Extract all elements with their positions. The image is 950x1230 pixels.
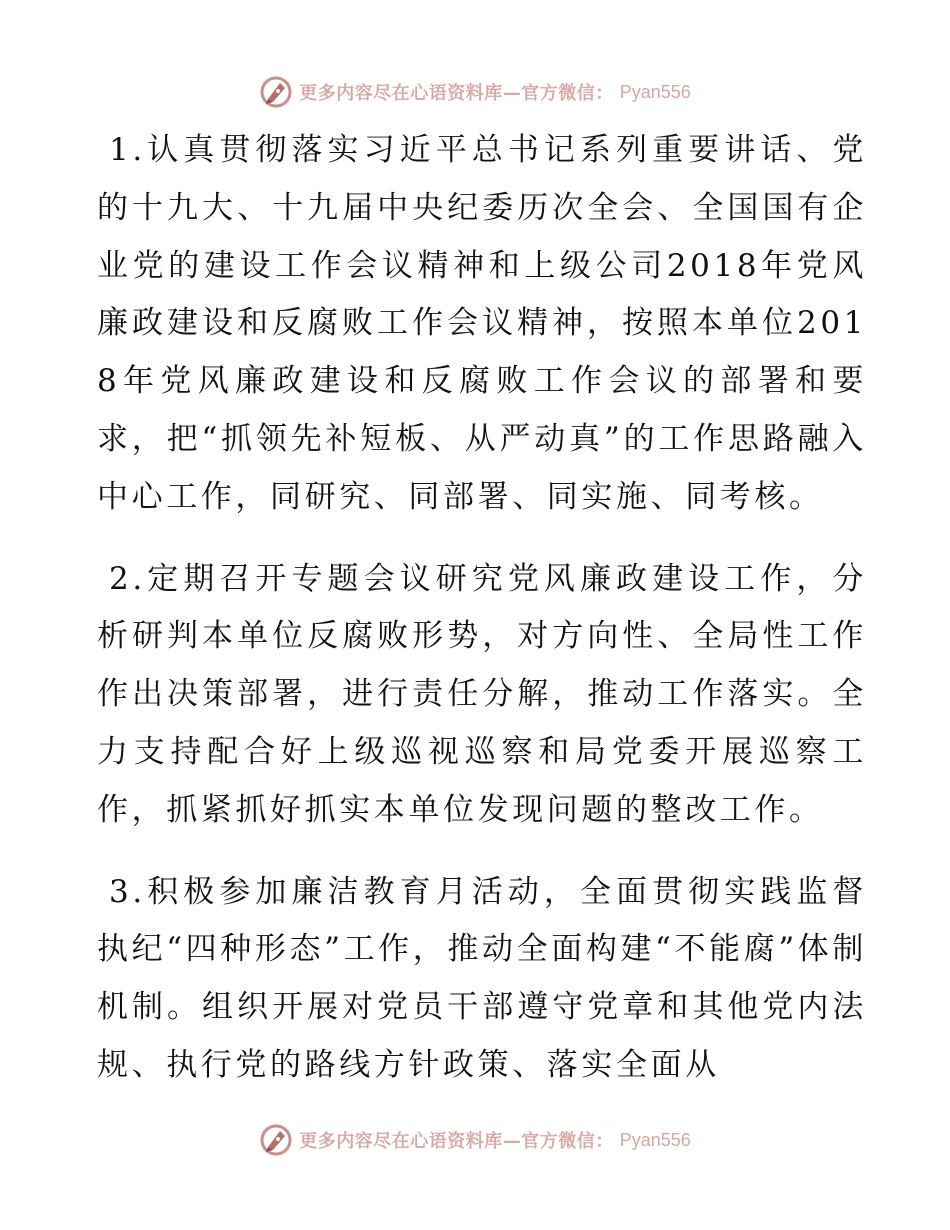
paragraph-3: 3.积极参加廉洁教育月活动，全面贯彻实践监督执纪“四种形态”工作，推动全面构建“不能腐”体制机制。组织开展对党员干部遵守党章和其他党内法规、执行党的路线方针政策、落实全面从 [97, 873, 867, 1083]
pen-nib-circle-icon [259, 1123, 293, 1157]
watermark-header [0, 72, 950, 112]
watermark-footer [0, 1120, 950, 1160]
pen-nib-circle-icon [259, 75, 293, 109]
watermark-text: 更多内容尽在心语资料库—官方微信： [299, 1131, 614, 1152]
document-body [97, 122, 867, 1119]
wechat-id: Pyan556 [619, 1129, 691, 1150]
watermark-text: 更多内容尽在心语资料库—官方微信： [299, 83, 614, 104]
paragraph-2: 2.定期召开专题会议研究党风廉政建设工作，分析研判本单位反腐败形势，对方向性、全局性工作作出决策部署，进行责任分解，推动工作落实。全力支持配合好上级巡视巡察和局党委开展巡察工作，抓紧抓好抓实本单位发现问题的整改工作。 [97, 560, 867, 828]
wechat-id: Pyan556 [619, 81, 691, 102]
paragraph-1: 1.认真贯彻落实习近平总书记系列重要讲话、党的十九大、十九届中央纪委历次全会、全国国有企业党的建设工作会议精神和上级公司2018年党风廉政建设和反腐败工作会议精神，按照本单位2018年党风廉政建设和反腐败工作会议的部署和要求，把“抓领先补短板、从严动真”的工作思路融入中心工作，同研究、同部署、同实施、同考核。 [97, 132, 867, 515]
